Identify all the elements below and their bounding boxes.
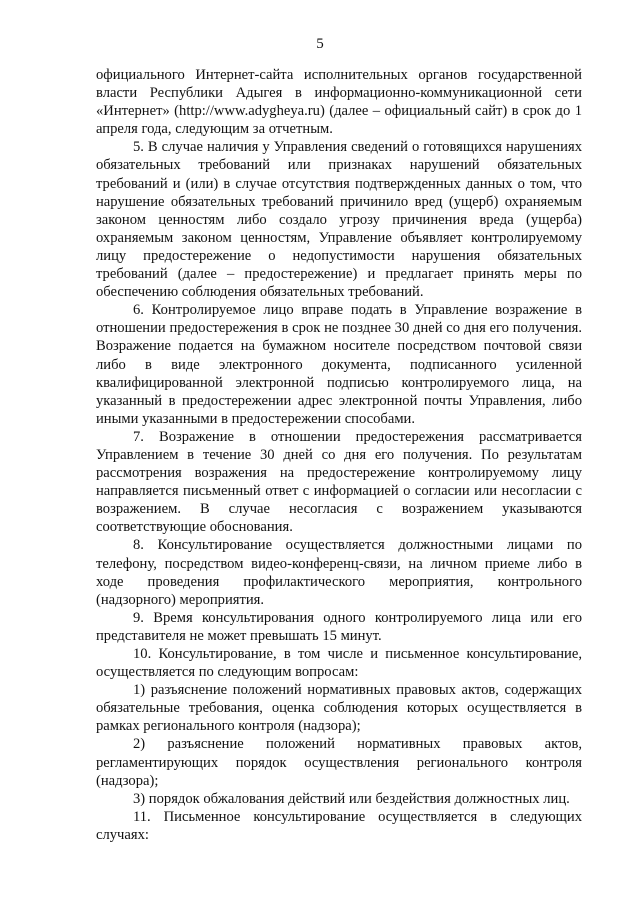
page-number: 5	[316, 36, 324, 52]
list-item-10-2: 2) разъяснение положений нормативных правовых актов, регламентирующих порядок осуществления регионального контроля (надзора);	[96, 736, 582, 789]
paragraph-10-consulting-topics: 10. Консультирование, в том числе и письменное консультирование, осуществляется по следующим вопросам:	[96, 646, 582, 681]
paragraph-8-consulting: 8. Консультирование осуществляется должностными лицами по телефону, посредством видео-конференц-связи, на личном приеме либо в ходе проведения профилактического мероприятия, контрольного (надзорного) мероприятия.	[96, 537, 582, 608]
paragraph-9-consulting-time: 9. Время консультирования одного контролируемого лица или его представителя не может превышать 15 минут.	[96, 609, 582, 644]
list-item-10-3: 3) порядок обжалования действий или бездействия должностных лиц.	[133, 790, 570, 807]
paragraph-6-objection: 6. Контролируемое лицо вправе подать в Управление возражение в отношении предостережения в срок не позднее 30 дней со дня его получения. Возражение подается на бумажном носителе посредством почтовой связи либо в виде электронного документа, подписанного усиленной квалифицированной электронной подписью контролируемого лица, на указанный в предостережении адрес электронной почты Управления, либо иными указанными в предостережении способами.	[96, 302, 582, 427]
paragraph-continuation: официального Интернет-сайта исполнительных органов государственной власти Республики Адыгея в информационно-коммуникационной сети «Интернет» (http://www.adygheya.ru) (далее – официальный сайт) в срок до 1 апреля года, следующим за отчетным.	[96, 67, 582, 138]
paragraph-7-objection-review: 7. Возражение в отношении предостережения рассматривается Управлением в течение 30 дней со дня его получения. По результатам рассмотрения возражения на предостережение контролируемому лицу направляется письменный ответ с информацией о согласии или несогласии с возражением. В случае несогласия с возражением указываются соответствующие обоснования.	[96, 428, 582, 536]
list-item-10-1: 1) разъяснение положений нормативных правовых актов, содержащих обязательные требования, оценка соблюдения которых осуществляется в рамках регионального контроля (надзора);	[96, 682, 582, 735]
paragraph-11-written-consulting: 11. Письменное консультирование осуществляется в следующих случаях:	[96, 808, 582, 843]
document-body	[96, 66, 582, 844]
paragraph-5-warning: 5. В случае наличия у Управления сведений о готовящихся нарушениях обязательных требований или признаках нарушений обязательных требований и (или) в случае отсутствия подтвержденных данных о том, что нарушение обязательных требований причинило вред (ущерб) охраняемым законом ценностям либо создало угрозу причинения вреда (ущерба) охраняемым законом ценностям, Управление объявляет контролируемому лицу предостережение о недопустимости нарушения обязательных требований (далее – предостережение) и предлагает принять меры по обеспечению соблюдения обязательных требований.	[96, 139, 582, 301]
